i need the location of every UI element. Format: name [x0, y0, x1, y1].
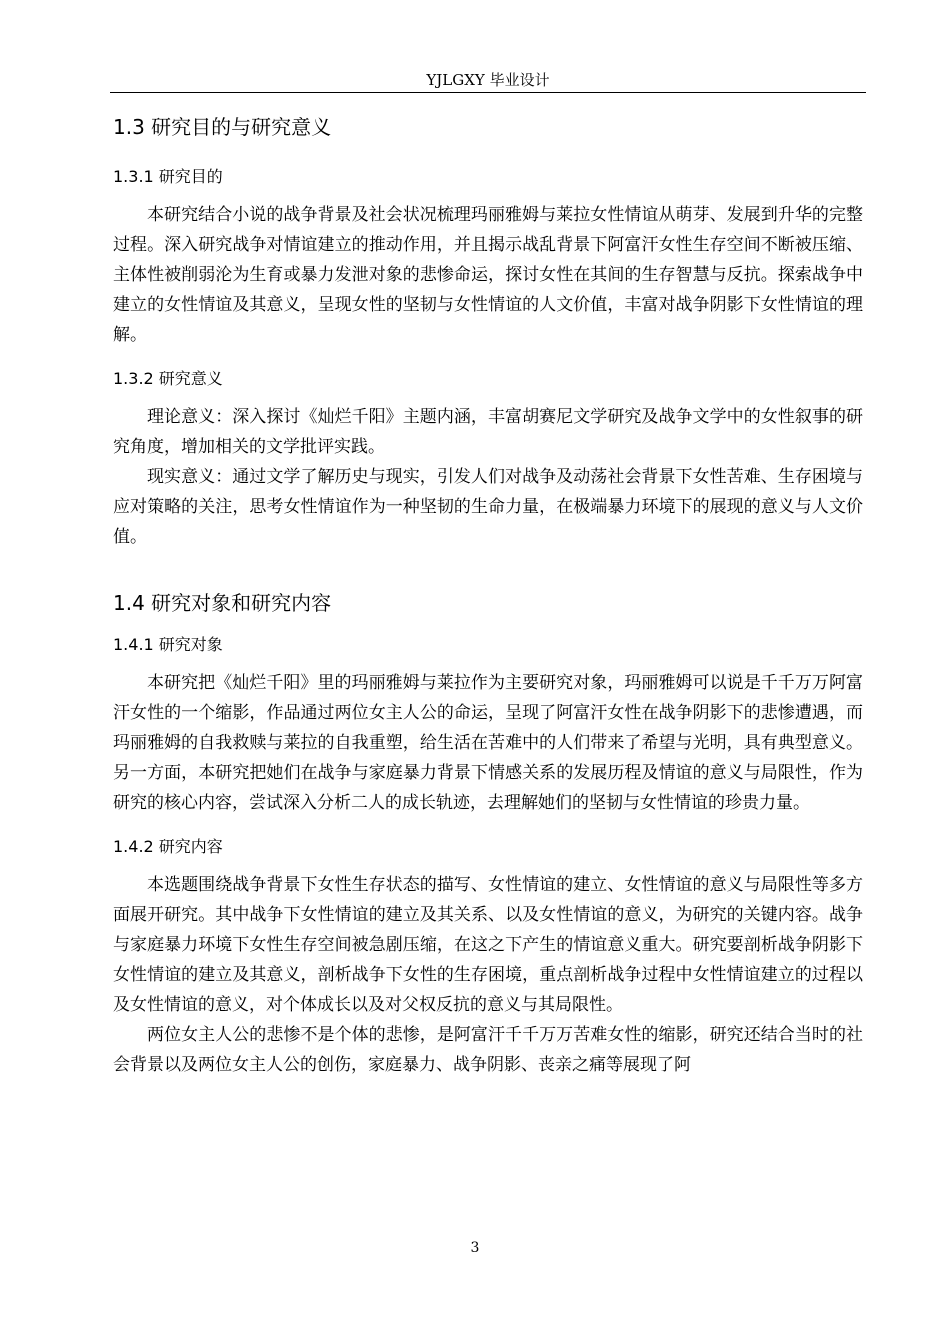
paragraph: 两位女主人公的悲惨不是个体的悲惨，是阿富汗千千万万苦难女性的缩影，研究还结合当时的社会背景以及两位女主人公的创伤，家庭暴力、战争阴影、丧亲之痛等展现了阿 — [113, 1025, 863, 1075]
paragraph: 本选题围绕战争背景下女性生存状态的描写、女性情谊的建立、女性情谊的意义与局限性等多方面展开研究。其中战争下女性情谊的建立及其关系、以及女性情谊的意义，为研究的关键内容。战争与家庭暴力环境下女性生存空间被急剧压缩，在这之下产生的情谊意义重大。研究要剖析战争阴影下女性情谊的建立及其意义，剖析战争下女性的生存困境，重点剖析战争过程中女性情谊建立的过程以及女性情谊的意义，对个体成长以及对父权反抗的意义与其局限性。 — [113, 875, 863, 1015]
section-heading-1-4: 1.4 研究对象和研究内容 — [113, 591, 332, 615]
paragraph: 现实意义：通过文学了解历史与现实，引发人们对战争及动荡社会背景下女性苦难、生存困境与应对策略的关注，思考女性情谊作为一种坚韧的生命力量，在极端暴力环境下的展现的意义与人文价值。 — [113, 467, 863, 547]
subsection-heading-1-3-1: 1.3.1 研究目的 — [113, 167, 223, 186]
paragraph: 本研究结合小说的战争背景及社会状况梳理玛丽雅姆与莱拉女性情谊从萌芽、发展到升华的完整过程。深入研究战争对情谊建立的推动作用，并且揭示战乱背景下阿富汗女性生存空间不断被压缩、主体性被削弱沦为生育或暴力发泄对象的悲惨命运，探讨女性在其间的生存智慧与反抗。探索战争中建立的女性情谊及其意义，呈现女性的坚韧与女性情谊的人文价值，丰富对战争阴影下女性情谊的理解。 — [113, 205, 863, 345]
subsection-heading-1-4-2: 1.4.2 研究内容 — [113, 837, 223, 856]
page-number: 3 — [470, 1240, 480, 1256]
page-content — [113, 112, 863, 1080]
subsection-heading-1-3-2: 1.3.2 研究意义 — [113, 369, 223, 388]
subsection-heading-1-4-1: 1.4.1 研究对象 — [113, 635, 223, 654]
section-heading-1-3: 1.3 研究目的与研究意义 — [113, 115, 332, 139]
paragraph: 理论意义：深入探讨《灿烂千阳》主题内涵，丰富胡赛尼文学研究及战争文学中的女性叙事的研究角度，增加相关的文学批评实践。 — [113, 407, 863, 457]
page-header: YJLGXY 毕业设计 — [110, 68, 866, 93]
paragraph: 本研究把《灿烂千阳》里的玛丽雅姆与莱拉作为主要研究对象，玛丽雅姆可以说是千千万万阿富汗女性的一个缩影，作品通过两位女主人公的命运，呈现了阿富汗女性在战争阴影下的悲惨遭遇，而玛丽雅姆的自我救赎与莱拉的自我重塑，给生活在苦难中的人们带来了希望与光明，具有典型意义。另一方面，本研究把她们在战争与家庭暴力背景下情感关系的发展历程及情谊的意义与局限性，作为研究的核心内容，尝试深入分析二人的成长轨迹，去理解她们的坚韧与女性情谊的珍贵力量。 — [113, 673, 863, 813]
